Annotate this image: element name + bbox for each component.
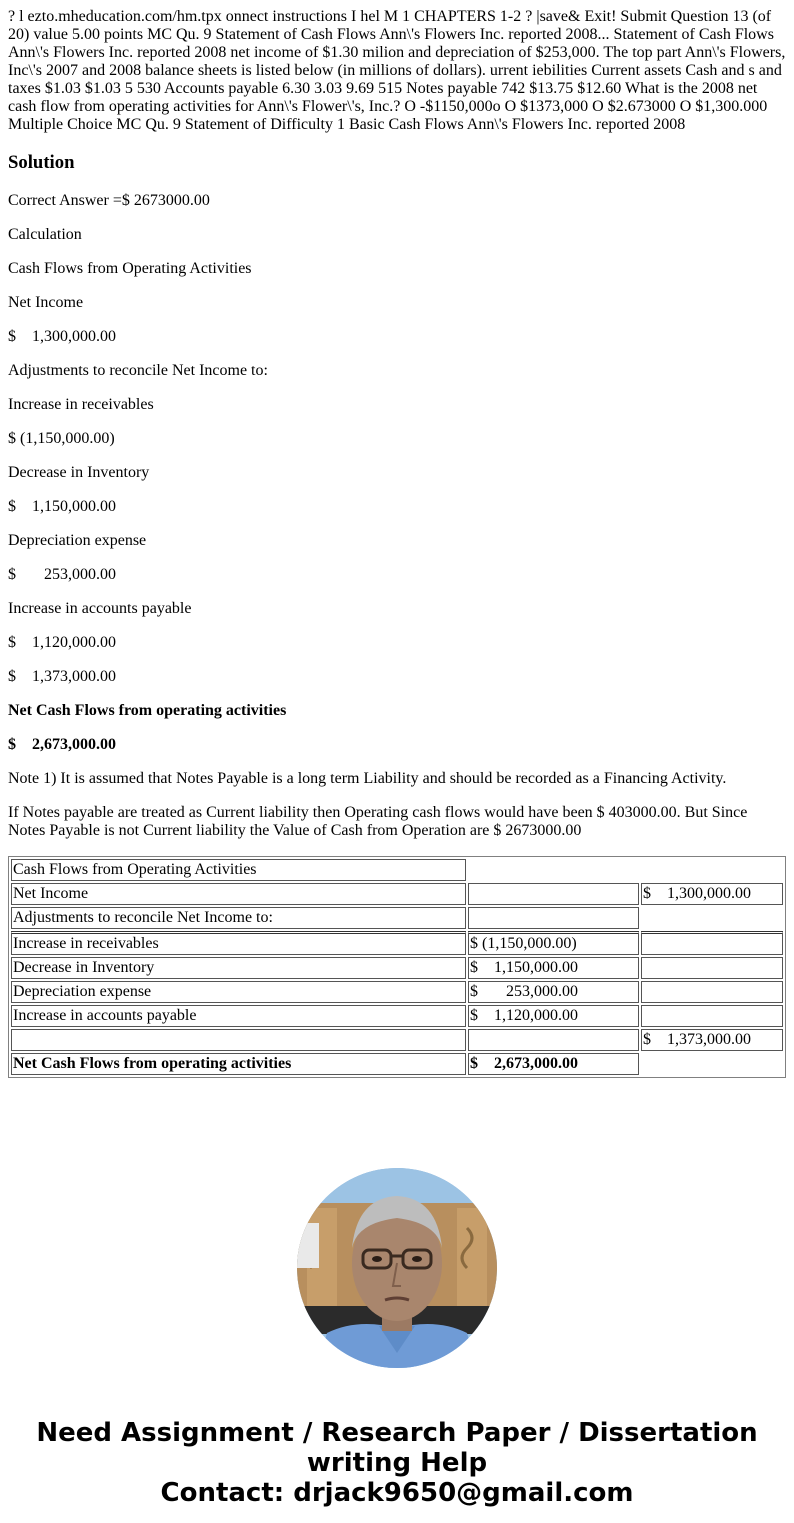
table-cell-adjustment: $ (1,150,000.00) bbox=[468, 931, 639, 955]
table-cell-adjustment: $ 253,000.00 bbox=[468, 981, 639, 1003]
table-cell-adjustment: $ 1,120,000.00 bbox=[468, 1005, 639, 1027]
promo-footer bbox=[8, 1418, 786, 1508]
calc-line-inventory-value: $ 1,150,000.00 bbox=[8, 498, 116, 515]
table-cell-label: Adjustments to reconcile Net Income to: bbox=[11, 907, 466, 929]
calc-line-inventory-label: Decrease in Inventory bbox=[8, 464, 150, 481]
calc-line-net-cash-label: Net Cash Flows from operating activities bbox=[8, 702, 287, 719]
table-row bbox=[11, 1029, 783, 1051]
promo-contact: Contact: drjack9650@gmail.com bbox=[160, 1478, 634, 1508]
avatar-container bbox=[8, 1168, 786, 1368]
promo-line-2: writing Help bbox=[306, 1448, 488, 1478]
calc-line-net-cash-value: $ 2,673,000.00 bbox=[8, 736, 116, 753]
table-cell-total: $ 1,373,000.00 bbox=[641, 1029, 783, 1051]
table-cell-label: Net Cash Flows from operating activities bbox=[11, 1053, 466, 1075]
calc-line-heading: Cash Flows from Operating Activities bbox=[8, 260, 252, 277]
table-cell-label: Increase in receivables bbox=[11, 931, 466, 955]
solution-title: Solution bbox=[8, 152, 75, 173]
calc-line-depreciation-value: $ 253,000.00 bbox=[8, 566, 116, 583]
cash-flow-table bbox=[8, 856, 786, 1078]
calc-line-payable-label: Increase in accounts payable bbox=[8, 600, 192, 617]
calc-line-net-income-value: $ 1,300,000.00 bbox=[8, 328, 116, 345]
table-row bbox=[11, 859, 783, 881]
table-cell-adjustment bbox=[468, 907, 639, 929]
table-row bbox=[11, 907, 783, 929]
table-cell-label: Net Income bbox=[11, 883, 466, 905]
table-row bbox=[11, 981, 783, 1003]
table-cell-total bbox=[641, 957, 783, 979]
table-cell-total: $ 1,300,000.00 bbox=[641, 883, 783, 905]
calculation-label: Calculation bbox=[8, 226, 82, 243]
table-row bbox=[11, 931, 783, 955]
note-2: If Notes payable are treated as Current liability then Operating cash flows would have been $ 403000.00. But Since Notes Payable is not Current liability the Value of Cash from Operation are $ 2673000.00 bbox=[8, 804, 748, 839]
calc-line-payable-value: $ 1,120,000.00 bbox=[8, 634, 116, 651]
calc-line-subtotal-value: $ 1,373,000.00 bbox=[8, 668, 116, 685]
table-cell-empty bbox=[641, 907, 783, 929]
table-cell-label: Increase in accounts payable bbox=[11, 1005, 466, 1027]
table-cell-adjustment bbox=[468, 1029, 639, 1051]
promo-line-1: Need Assignment / Research Paper / Dissertation bbox=[36, 1418, 758, 1448]
table-cell-adjustment: $ 2,673,000.00 bbox=[468, 1053, 639, 1075]
correct-answer: Correct Answer =$ 2673000.00 bbox=[8, 192, 210, 209]
calc-line-net-income-label: Net Income bbox=[8, 294, 84, 311]
table-cell-total bbox=[641, 981, 783, 1003]
question-text: ? l ezto.mheducation.com/hm.tpx onnect instructions I hel M 1 CHAPTERS 1-2 ? |save& Exit! Submit Question 13 (of 20) value 5.00 points MC Qu. 9 Statement of Cash Flows Ann\'s Flowers Inc. reported 2008... Statement of Cash Flows Ann\'s Flowers Inc. reported 2008 net income of $1.30 milion and depreciation of $253,000. The top part Ann\'s Flowers, Inc\'s 2007 and 2008 balance sheets is listed below (in millions of dollars). urrent iebilities Current assets Cash and s and taxes $1.03 $1.03 5 530 Accounts payable 6.30 3.03 9.69 515 Notes payable 742 $13.75 $12.60 What is the 2008 net cash flow from operating activities for Ann\'s Flower\'s, Inc.? O -$1150,000o O $1373,000 O $2.673000 O $1,300.000 Multiple Choice MC Qu. 9 Statement of Difficulty 1 Basic Cash Flows Ann\'s Flowers Inc. reported 2008 bbox=[8, 8, 786, 133]
table-cell-total bbox=[641, 931, 783, 955]
calc-line-adjustments-label: Adjustments to reconcile Net Income to: bbox=[8, 362, 268, 379]
calc-line-depreciation-label: Depreciation expense bbox=[8, 532, 147, 549]
table-cell-empty bbox=[468, 859, 783, 881]
note-1: Note 1) It is assumed that Notes Payable is a long term Liability and should be recorded as a Financing Activity. bbox=[8, 770, 727, 787]
person-photo-icon bbox=[297, 1168, 497, 1368]
table-cell-adjustment: $ 1,150,000.00 bbox=[468, 957, 639, 979]
table-cell-label bbox=[11, 1029, 466, 1051]
calc-line-receivables-value: $ (1,150,000.00) bbox=[8, 430, 115, 447]
table-row bbox=[11, 1053, 783, 1075]
table-row bbox=[11, 883, 783, 905]
avatar bbox=[297, 1168, 497, 1368]
table-cell-adjustment bbox=[468, 883, 639, 905]
table-row bbox=[11, 957, 783, 979]
calc-line-receivables-label: Increase in receivables bbox=[8, 396, 154, 413]
table-cell-label: Decrease in Inventory bbox=[11, 957, 466, 979]
table-cell-empty bbox=[641, 1053, 783, 1075]
table-cell-label: Cash Flows from Operating Activities bbox=[11, 859, 466, 881]
table-cell-label: Depreciation expense bbox=[11, 981, 466, 1003]
table-row bbox=[11, 1005, 783, 1027]
table-cell-total bbox=[641, 1005, 783, 1027]
